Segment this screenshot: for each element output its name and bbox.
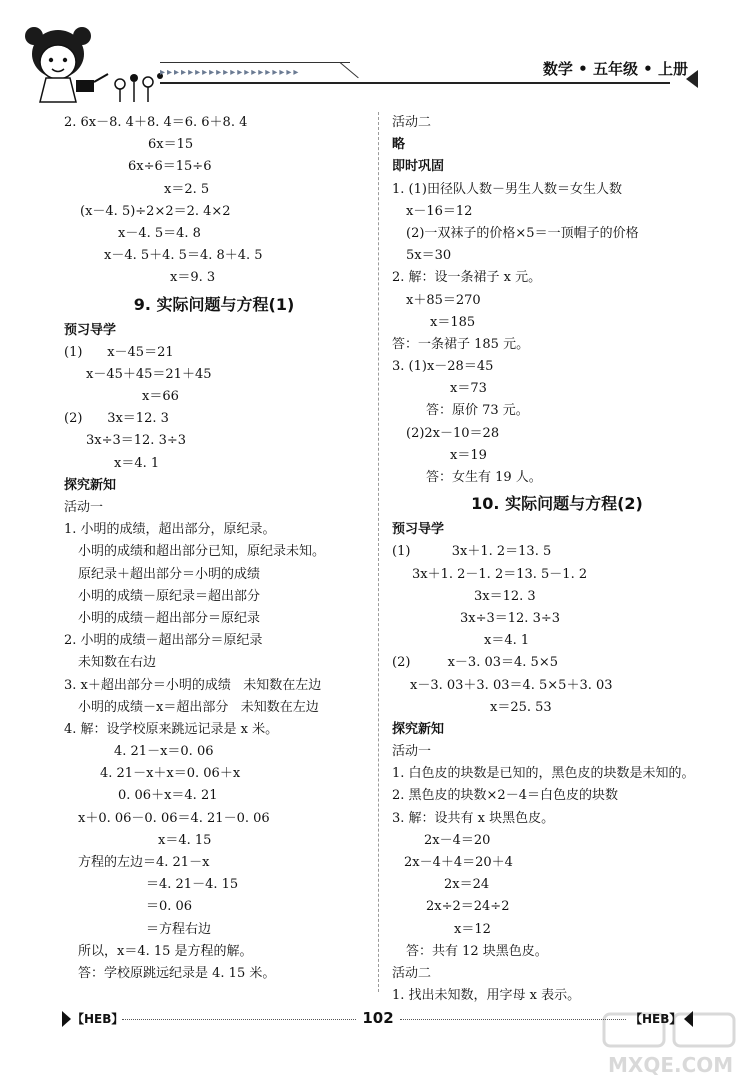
section-heading: 10. 实际问题与方程(2) (471, 494, 643, 514)
answer-line: x＝4. 1 (114, 455, 160, 471)
answer-line: 小明的成绩－x＝超出部分 未知数在左边 (78, 699, 319, 715)
answer-line: 1. 白色皮的块数是已知的，黑色皮的块数是未知的。 (392, 766, 695, 782)
footer-tag-right: 【HEB】 (630, 1012, 682, 1026)
header-rule-top (160, 62, 350, 63)
column-divider (378, 112, 379, 992)
answer-line: 方程的左边＝4. 21－x (78, 855, 210, 870)
answer-line: 小明的成绩和超出部分已知，原纪录未知。 (78, 544, 326, 560)
answer-line: 小明的成绩－原纪录＝超出部分 (78, 588, 261, 604)
header-arrow-icon (686, 70, 698, 88)
answer-line: x＋85＝270 (406, 292, 481, 308)
answer-line: 答：一条裙子 185 元。 (392, 336, 530, 352)
answer-line: x＝185 (430, 314, 476, 330)
answer-line: (x－4. 5)÷2×2＝2. 4×2 (80, 203, 231, 219)
answer-line: 2. 6x－8. 4＋8. 4＝6. 6＋8. 4 (64, 115, 248, 130)
girl-mascot-icon (10, 18, 170, 108)
page-header (0, 0, 750, 110)
right-column (392, 112, 722, 1007)
header-arrow-band: ▸▸▸▸▸▸▸▸▸▸▸▸▸▸▸▸▸▸▸▸ (160, 67, 301, 78)
answer-line: x＝19 (450, 447, 487, 463)
answer-line: 3x＋1. 2－1. 2＝13. 5－1. 2 (412, 566, 588, 582)
answer-line: x＝2. 5 (164, 181, 210, 197)
answer-line: 2x＝24 (444, 877, 490, 893)
answer-line: x＝25. 53 (490, 699, 552, 715)
answer-line: x－3. 03＋3. 03＝4. 5×5＋3. 03 (410, 677, 613, 693)
subheading: 即时巩固 (392, 159, 445, 175)
watermark-logo (600, 1010, 750, 1080)
answer-line: x－4. 5＝4. 8 (118, 225, 201, 241)
answer-line: 6x＝15 (148, 137, 194, 153)
footer-dotted-rule-right (400, 1019, 626, 1020)
answer-line: 1. (1)田径队人数－男生人数＝女生人数 (392, 181, 622, 197)
answer-line: ＝方程右边 (146, 921, 212, 937)
answer-line: ＝0. 06 (146, 899, 193, 915)
answer-line: 5x＝30 (406, 248, 452, 264)
answer-line: 3. 解：设共有 x 块黑色皮。 (392, 810, 555, 826)
answer-line: (2) 3x＝12. 3 (64, 411, 169, 427)
answer-line: (2) x－3. 03＝4. 5×5 (392, 655, 558, 671)
footer-dotted-rule-left (122, 1019, 356, 1020)
answer-line: 3x÷3＝12. 3÷3 (86, 433, 187, 449)
answer-line: x＝4. 1 (484, 633, 530, 649)
answer-line: 3. (1)x－28＝45 (392, 359, 494, 375)
answer-line: x＋0. 06－0. 06＝4. 21－0. 06 (78, 810, 270, 826)
section-heading: 9. 实际问题与方程(1) (133, 294, 295, 314)
answer-line: 4. 21－x＋x＝0. 06＋x (100, 766, 241, 782)
page-number: 102 (362, 1009, 394, 1027)
answer-line: 4. 解：设学校原来跳远记录是 x 米。 (64, 721, 279, 737)
answer-line: ＝4. 21－4. 15 (146, 877, 239, 893)
answer-line: x－16＝12 (406, 203, 473, 219)
subheading: 探究新知 (64, 477, 117, 493)
answer-line: 答：共有 12 块黑色皮。 (406, 943, 548, 959)
book-title: 数学 • 五年级 • 上册 (542, 60, 688, 78)
answer-line: 2x÷2＝24÷2 (426, 899, 510, 915)
answer-line: (2)2x－10＝28 (406, 425, 500, 441)
subheading: 略 (392, 137, 406, 153)
footer-left-arrow-icon (62, 1011, 71, 1027)
answer-line: 2. 黑色皮的块数×2－4＝白色皮的块数 (392, 788, 618, 804)
answer-line: 4. 21－x＝0. 06 (114, 744, 214, 760)
answer-line: x＝9. 3 (170, 270, 216, 286)
answer-line: (1) 3x＋1. 2＝13. 5 (392, 544, 552, 560)
header-rule-bottom (160, 82, 670, 84)
answer-line: 所以，x＝4. 15 是方程的解。 (78, 943, 253, 959)
answer-line: 3x＝12. 3 (474, 588, 536, 604)
answer-line: 2. 小明的成绩－超出部分＝原纪录 (64, 633, 263, 649)
answer-line: x＝12 (454, 921, 491, 937)
answer-line: x＝4. 15 (158, 832, 212, 848)
answer-line: x－4. 5＋4. 5＝4. 8＋4. 5 (104, 248, 263, 264)
answer-line: 1. 小明的成绩，超出部分，原纪录。 (64, 522, 276, 538)
answer-line: 原纪录＋超出部分＝小明的成绩 (78, 566, 261, 582)
footer-tag-left: 【HEB】 (72, 1012, 124, 1026)
answer-line: 小明的成绩－超出部分＝原纪录 (78, 610, 261, 626)
left-column (64, 112, 364, 985)
answer-line: 3x÷3＝12. 3÷3 (460, 610, 561, 626)
answer-line: 6x÷6＝15÷6 (128, 159, 212, 175)
answer-line: (1) x－45＝21 (64, 344, 174, 360)
answer-line: 2. 解：设一条裙子 x 元。 (392, 270, 542, 286)
answer-line: 0. 06＋x＝4. 21 (118, 788, 218, 804)
answer-line: (2)一双袜子的价格×5＝一顶帽子的价格 (406, 225, 639, 241)
answer-line: 2x－4＋4＝20＋4 (404, 855, 513, 870)
answer-line: 活动二 (392, 965, 432, 981)
answer-line: 未知数在右边 (78, 655, 157, 671)
answer-line: 答：原价 73 元。 (426, 403, 529, 419)
answer-line: 1. 找出未知数，用字母 x 表示。 (392, 988, 581, 1004)
answer-line: 2x－4＝20 (424, 832, 491, 848)
answer-line: 活动二 (392, 115, 432, 130)
watermark-text: MXQE.COM (608, 1053, 734, 1077)
answer-line: 活动一 (64, 500, 104, 515)
subheading: 预习导学 (392, 522, 445, 538)
answer-line: 答：女生有 19 人。 (426, 470, 542, 485)
subheading: 探究新知 (392, 721, 445, 737)
answer-line: 答：学校原跳远纪录是 4. 15 米。 (78, 965, 276, 981)
answer-line: x＝66 (142, 389, 179, 405)
answer-line: 3. x＋超出部分＝小明的成绩 未知数在左边 (64, 677, 322, 693)
subheading: 预习导学 (64, 322, 117, 338)
answer-line: x＝73 (450, 381, 487, 397)
answer-line: 活动一 (392, 744, 432, 760)
answer-line: x－45＋45＝21＋45 (86, 366, 212, 382)
